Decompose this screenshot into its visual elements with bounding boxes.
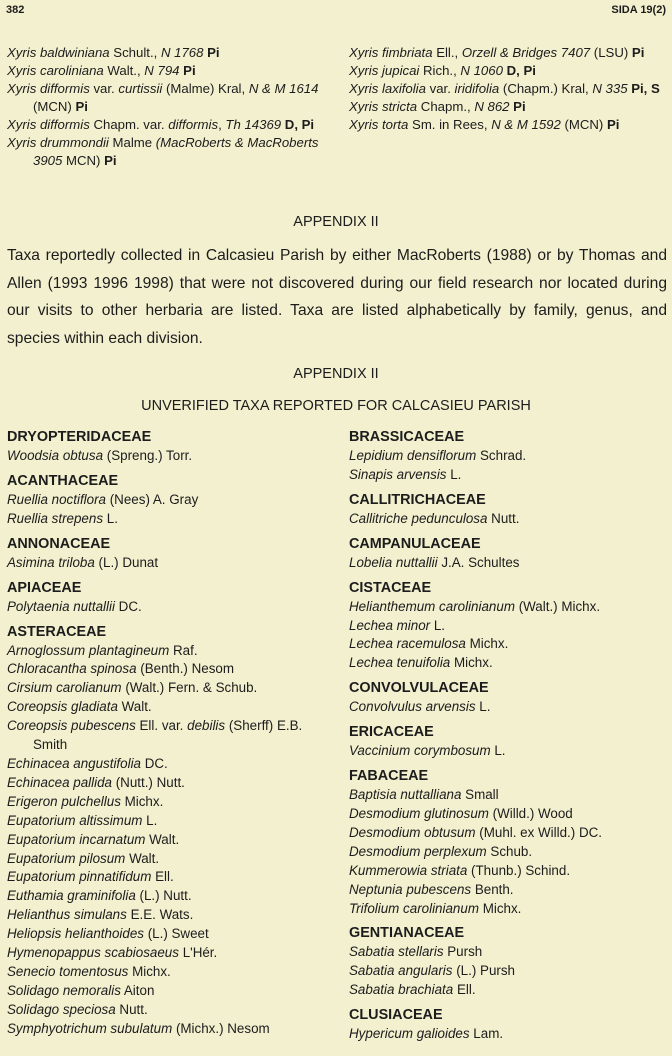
family-name: CLUSIACEAE <box>349 1007 443 1024</box>
taxon-entry <box>349 742 671 761</box>
family-name: ERICACEAE <box>349 724 434 741</box>
taxon-entry <box>349 635 671 654</box>
taxa-column-right <box>349 428 671 1050</box>
collection-number: Orzell & Bridges 7407 <box>461 45 591 60</box>
specimen-entry <box>349 116 671 134</box>
family-group <box>349 579 671 674</box>
taxon-entry <box>7 793 329 812</box>
species-name: Hymenopappus scabiosaeus <box>7 945 179 961</box>
specimen-entry <box>349 80 671 98</box>
family-group <box>349 1006 671 1044</box>
taxon-entry <box>7 642 329 661</box>
author: (Nees) A. Gray <box>106 491 199 507</box>
species-name: Xyris torta <box>349 117 409 132</box>
author: Schub. <box>486 843 533 859</box>
herbarium: (LSU) <box>590 45 629 60</box>
species-name: Woodsia obtusa <box>7 448 104 463</box>
herbarium-codes: D, Pi <box>281 117 315 132</box>
taxon-entry <box>7 850 329 869</box>
variety-author: , <box>218 117 226 132</box>
species-name: Symphyotrichum subulatum <box>7 1020 173 1036</box>
family-name: CAMPANULACEAE <box>349 535 481 552</box>
taxon-entry <box>7 554 329 573</box>
species-name: Solidago nemoralis <box>7 982 121 998</box>
taxon-entry <box>349 805 671 824</box>
family-name: ASTERACEAE <box>7 623 107 640</box>
taxa-column-left <box>7 428 329 1045</box>
taxon-entry <box>349 824 671 843</box>
family-group <box>349 924 671 1000</box>
species-name: Xyris caroliniana <box>7 63 104 78</box>
species-name: Desmodium glutinosum <box>349 805 489 821</box>
taxon-entry <box>7 679 329 698</box>
page-number: 382 <box>6 4 25 16</box>
taxon-entry <box>7 944 329 963</box>
collection-number: N 1060 <box>460 63 503 78</box>
species-name: Sinapis arvensis <box>349 466 447 482</box>
author: L. <box>490 743 506 759</box>
author: Schult., <box>109 45 161 60</box>
family-group <box>7 472 329 529</box>
specimen-entry <box>7 134 329 170</box>
author: Michx. <box>128 963 171 979</box>
taxon-entry <box>349 1025 671 1044</box>
species-name: Neptunia pubescens <box>349 881 472 897</box>
collection-number: N 862 <box>474 99 510 114</box>
taxon-entry <box>7 887 329 906</box>
species-name: Desmodium perplexum <box>349 843 487 859</box>
taxon-entry <box>349 617 671 636</box>
species-name: Chloracantha spinosa <box>7 661 137 677</box>
taxon-entry <box>7 925 329 944</box>
family-name: CISTACEAE <box>349 579 432 596</box>
author: Lam. <box>469 1026 504 1042</box>
species-name: Xyris fimbriata <box>349 45 433 60</box>
species-name: Eupatorium pinnatifidum <box>7 869 152 885</box>
journal-name: SIDA 19(2) <box>611 4 666 16</box>
taxon-entry <box>349 962 671 981</box>
family-name: APIACEAE <box>7 579 82 596</box>
species-name: Lechea racemulosa <box>349 636 466 652</box>
taxon-entry <box>349 698 671 717</box>
author: var. <box>425 81 455 96</box>
herbarium-codes: Pi <box>628 45 645 60</box>
taxon-entry <box>7 1001 329 1020</box>
family-group <box>349 491 671 529</box>
species-name: Baptisia nuttalliana <box>349 787 462 803</box>
species-name: Vaccinium corymbosum <box>349 743 491 759</box>
family-name: DRYOPTERIDACEAE <box>7 429 152 445</box>
author: Michx. <box>478 900 522 916</box>
collection-number: Th 14369 <box>225 117 282 132</box>
species-name: Xyris difformis <box>7 117 90 132</box>
variety-author: (Sherff) E.B. Smith <box>33 718 303 753</box>
author: Ell. <box>151 869 174 885</box>
variety-author: (Malme) Kral, <box>162 81 249 96</box>
author: (Nutt.) Nutt. <box>111 774 185 790</box>
species-name: Ruellia strepens <box>7 510 104 526</box>
collection-number: N & M 1614 <box>248 81 319 96</box>
collection-number: (MacRoberts & MacRoberts 3905 <box>33 135 319 168</box>
species-name: Eupatorium incarnatum <box>7 831 146 847</box>
collection-number: N 335 <box>592 81 628 96</box>
author: (Walt.) Michx. <box>514 598 601 614</box>
family-name: FABACEAE <box>349 768 429 785</box>
author: Chapm., <box>417 99 475 114</box>
author: Walt. <box>145 831 180 847</box>
family-name: GENTIANACEAE <box>349 925 465 942</box>
author: (Walt.) Fern. & Schub. <box>121 680 258 696</box>
author: Walt., <box>103 63 145 78</box>
author: L'Hér. <box>178 945 218 961</box>
author: Ell. <box>453 982 476 998</box>
taxon-entry <box>7 491 329 510</box>
taxon-entry <box>349 981 671 1000</box>
taxon-entry <box>349 843 671 862</box>
table-title: UNVERIFIED TAXA REPORTED FOR CALCASIEU PARISH <box>141 398 531 414</box>
herbarium: MCN) <box>62 153 101 168</box>
species-name: Eupatorium pilosum <box>7 850 126 866</box>
author: (L.) Dunat <box>94 554 159 570</box>
specimen-entry <box>7 62 329 80</box>
species-name: Arnoglossum plantagineum <box>7 642 170 658</box>
species-name: Xyris difformis <box>7 81 90 96</box>
species-name: Sabatia angularis <box>349 963 453 979</box>
author: DC. <box>114 598 142 614</box>
species-name: Helianthus simulans <box>7 907 127 923</box>
taxon-entry <box>7 447 329 466</box>
family-group <box>349 723 671 761</box>
specimen-entry <box>7 116 329 134</box>
species-name: Lobelia nuttallii <box>349 554 438 570</box>
species-name: Xyris stricta <box>349 99 418 114</box>
collection-number: N 794 <box>144 63 180 78</box>
taxon-entry <box>349 862 671 881</box>
family-name: ACANTHACEAE <box>7 472 119 489</box>
species-name: Lepidium densiflorum <box>349 448 477 463</box>
species-name: Ruellia noctiflora <box>7 491 106 507</box>
family-group <box>349 767 671 918</box>
author: (L.) Sweet <box>143 926 209 942</box>
family-name: ANNONACEAE <box>7 535 111 552</box>
taxon-entry <box>349 447 671 466</box>
author: var. <box>89 81 119 96</box>
author: (Spreng.) Torr. <box>103 448 193 463</box>
author: Rich., <box>419 63 461 78</box>
species-name: Coreopsis pubescens <box>7 718 136 734</box>
taxon-entry <box>349 900 671 919</box>
taxon-entry <box>7 982 329 1001</box>
species-name: Euthamia graminifolia <box>7 888 136 904</box>
specimen-column-right <box>349 44 671 134</box>
herbarium-codes: Pi <box>203 45 220 60</box>
author: Raf. <box>169 642 198 658</box>
taxon-entry <box>349 654 671 673</box>
species-name: Xyris laxifolia <box>349 81 426 96</box>
family-name: BRASSICACEAE <box>349 429 465 445</box>
species-name: Trifolium carolinianum <box>349 900 479 916</box>
species-name: Lechea minor <box>349 617 431 633</box>
author: E.E. Wats. <box>126 907 194 923</box>
specimen-entry <box>7 44 329 62</box>
taxon-entry <box>349 881 671 900</box>
species-name: Callitriche pedunculosa <box>349 510 488 526</box>
species-name: Sabatia brachiata <box>349 982 454 998</box>
author: Ell. var. <box>135 718 188 734</box>
taxon-entry <box>7 717 329 755</box>
species-name: Kummerowia striata <box>349 862 468 878</box>
taxon-entry <box>7 812 329 831</box>
species-name: Solidago speciosa <box>7 1001 116 1017</box>
family-group <box>349 428 671 485</box>
species-name: Senecio tomentosus <box>7 963 129 979</box>
variety-author: (Chapm.) Kral, <box>499 81 593 96</box>
species-name: Echinacea pallida <box>7 774 112 790</box>
author: (Benth.) Nesom <box>136 661 235 677</box>
taxon-entry <box>349 510 671 529</box>
author: Michx. <box>120 793 164 809</box>
taxon-entry <box>349 786 671 805</box>
family-group <box>349 535 671 573</box>
herbarium-codes: Pi <box>509 99 526 114</box>
author: Aiton <box>120 982 155 998</box>
herbarium: (MCN) <box>560 117 604 132</box>
species-name: Cirsium carolianum <box>7 680 122 696</box>
herbarium: (MCN) <box>33 99 72 114</box>
taxon-entry <box>7 906 329 925</box>
author: L. <box>475 699 491 715</box>
species-name: Polytaenia nuttallii <box>7 598 115 614</box>
species-name: Asimina triloba <box>7 554 95 570</box>
species-name: Echinacea angustifolia <box>7 755 141 771</box>
species-name: Xyris baldwiniana <box>7 45 110 60</box>
herbarium-codes: D, Pi <box>502 63 536 78</box>
collection-number: N 1768 <box>160 45 204 60</box>
family-group <box>7 428 329 466</box>
specimen-column-left <box>7 44 329 170</box>
author: Walt. <box>125 850 160 866</box>
appendix-heading: APPENDIX II <box>293 214 379 230</box>
taxon-entry <box>7 510 329 529</box>
variety-name: curtissii <box>118 81 163 96</box>
herbarium-codes: Pi, S <box>627 81 660 96</box>
author: (Willd.) Wood <box>488 805 573 821</box>
variety-name: difformis <box>168 117 219 132</box>
author: (Michx.) Nesom <box>172 1020 270 1036</box>
specimen-entry <box>349 62 671 80</box>
taxon-entry <box>349 598 671 617</box>
author: (L.) Pursh <box>452 963 515 979</box>
author: Ell., <box>432 45 462 60</box>
species-name: Desmodium obtusum <box>349 824 476 840</box>
species-name: Sabatia stellaris <box>349 944 444 960</box>
species-name: Xyris jupicai <box>349 63 420 78</box>
page-header <box>6 4 666 20</box>
taxon-entry <box>7 868 329 887</box>
species-name: Heliopsis helianthoides <box>7 926 144 942</box>
specimen-entry <box>7 80 329 116</box>
taxon-entry <box>349 554 671 573</box>
author: Michx. <box>465 636 509 652</box>
species-name: Helianthemum carolinianum <box>349 598 515 614</box>
family-name: CALLITRICHACEAE <box>349 491 486 508</box>
family-name: CONVOLVULACEAE <box>349 680 489 697</box>
author: (L.) Nutt. <box>135 888 192 904</box>
herbarium-codes: Pi <box>179 63 196 78</box>
appendix-paragraph: Taxa reportedly collected in Calcasieu Parish by either MacRoberts (1988) or by Thomas and Allen (1993 1996 1998) that were not discovered during our field research nor located during our visits to other herbaria are listed. Taxa are listed alphabetically by family, genus, and species within each division. <box>7 247 667 347</box>
taxon-entry <box>7 963 329 982</box>
appendix-heading-2: APPENDIX II <box>293 366 379 382</box>
family-group <box>7 535 329 573</box>
author: Chapm. var. <box>89 117 169 132</box>
author: L. <box>103 510 118 526</box>
species-name: Eupatorium altissimum <box>7 812 143 828</box>
herbarium-codes: Pi <box>71 99 88 114</box>
specimen-entry <box>349 98 671 116</box>
author: L. <box>446 466 462 482</box>
author: Nutt. <box>115 1001 148 1017</box>
taxon-entry <box>7 755 329 774</box>
author: Benth. <box>471 881 514 897</box>
author: Michx. <box>450 655 493 671</box>
species-name: Hypericum galioides <box>349 1026 470 1042</box>
species-name: Convolvulus arvensis <box>349 699 476 715</box>
author: L. <box>142 812 158 828</box>
author: Walt. <box>117 699 152 715</box>
taxon-entry <box>7 1020 329 1039</box>
author: DC. <box>141 755 168 771</box>
collection-number: N & M 1592 <box>491 117 561 132</box>
taxon-entry <box>7 831 329 850</box>
author: Schrad. <box>476 448 527 463</box>
family-group <box>7 623 329 1039</box>
family-group <box>349 679 671 717</box>
author: (Muhl. ex Willd.) DC. <box>475 824 603 840</box>
taxon-entry <box>7 598 329 617</box>
species-name: Xyris drummondii <box>7 135 109 150</box>
specimen-entry <box>349 44 671 62</box>
species-name: Lechea tenuifolia <box>349 655 451 671</box>
author: Nutt. <box>487 510 520 526</box>
taxon-entry <box>7 660 329 679</box>
author: J.A. Schultes <box>437 554 520 570</box>
species-name: Erigeron pulchellus <box>7 793 121 809</box>
species-name: Coreopsis gladiata <box>7 699 118 715</box>
author: Pursh <box>443 944 483 960</box>
author: L. <box>430 617 446 633</box>
taxon-entry <box>349 466 671 485</box>
author: Malme <box>108 135 156 150</box>
author: (Thunb.) Schind. <box>467 862 571 878</box>
taxon-entry <box>349 943 671 962</box>
herbarium-codes: Pi <box>100 153 117 168</box>
taxon-entry <box>7 698 329 717</box>
author: Small <box>461 787 499 803</box>
taxon-entry <box>7 774 329 793</box>
variety-name: iridifolia <box>454 81 500 96</box>
herbarium-codes: Pi <box>603 117 620 132</box>
variety-name: debilis <box>187 718 226 734</box>
family-group <box>7 579 329 617</box>
author: Sm. in Rees, <box>408 117 492 132</box>
